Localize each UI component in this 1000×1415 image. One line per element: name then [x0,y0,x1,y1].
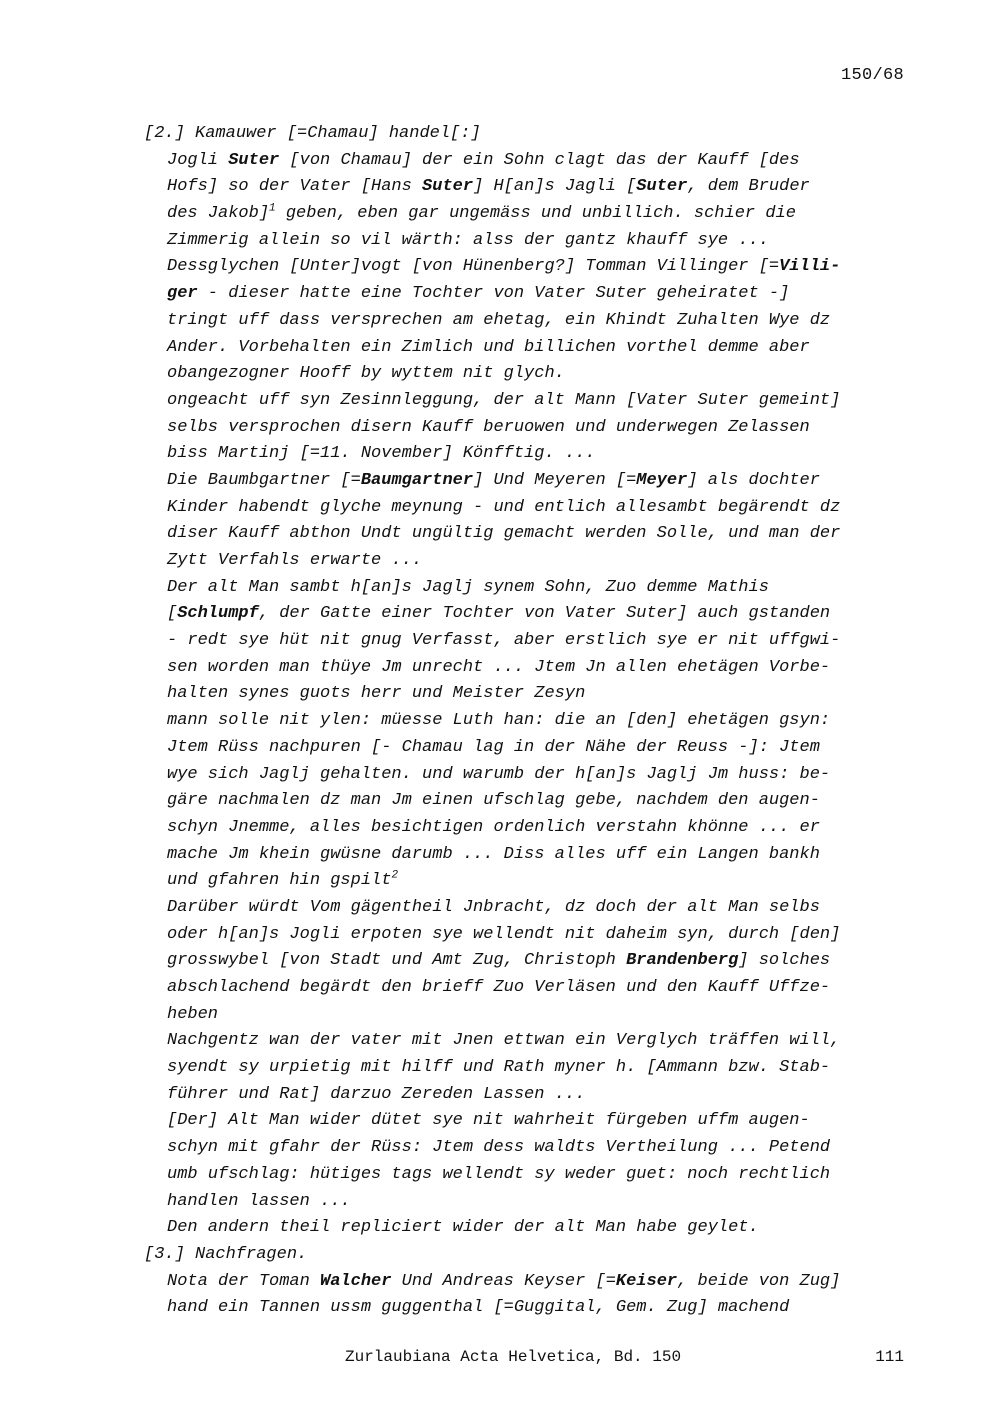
text-line [144,1162,914,1189]
text-line [144,174,914,201]
text-line [144,842,914,869]
text-line [144,628,914,655]
text-segment: Jogli [167,150,229,170]
text-segment: , dem Bruder [687,177,810,197]
text-line [144,762,914,789]
text-line [144,708,914,735]
text-segment: wye sich Jaglj gehalten. und warumb der h[an]s Jaglj Jm huss: be- [167,764,831,784]
text-segment: abschlachend begärdt den brieff Zuo Verläsen und den Kauff Uffze- [167,978,831,997]
text-segment: Die Baumbgartner [= [167,470,361,490]
text-line [144,1135,914,1162]
text-line [144,361,914,388]
text-line [144,575,914,602]
text-line [144,948,914,975]
bold-name: Brandenberg [626,951,739,971]
text-line [144,1082,914,1109]
text-segment: mache Jm khein gwüsne darumb ... Diss alles uff ein Langen bankh [167,844,820,864]
text-segment: führer und Rat] darzuo Zereden Lassen ... [167,1084,586,1104]
text-line [144,388,914,415]
text-line [144,201,914,228]
text-line [144,735,914,762]
text-segment: obangezogner Hooff by wyttem nit glych. [167,364,565,384]
text-segment: grosswybel [von Stadt und Amt Zug, Christoph [167,951,627,971]
text-segment: heben [167,1004,219,1024]
text-segment: [3.] Nachfragen. [144,1244,308,1264]
text-segment: schyn mit gfahr der Rüss: Jtem dess waldts Vertheilung ... Petend [167,1138,831,1158]
text-segment: selbs versprochen disern Kauff beruowen und underwegen Zelassen [167,417,810,437]
text-segment: Nota der Toman [167,1271,321,1291]
text-line [144,895,914,922]
text-line [144,335,914,362]
text-line [144,1002,914,1029]
text-line [144,1189,914,1216]
text-segment: handlen lassen ... [167,1191,351,1211]
text-segment: Zimmerig allein so vil wärth: alss der gantz khauff sye ... [167,230,769,250]
text-segment: Darüber würdt Vom gägentheil Jnbracht, dz doch der alt Man selbs [167,897,820,917]
text-segment: ] H[an]s Jagli [ [473,177,637,197]
text-line [144,254,914,281]
document-body [144,121,914,1322]
footnote-marker: 1 [269,202,276,215]
text-segment: [ [167,604,178,624]
text-segment: ] Und Meyeren [= [473,470,637,490]
text-segment: , beide von Zug] [677,1271,841,1291]
text-line [144,1215,914,1242]
text-segment: Und Andreas Keyser [= [391,1271,616,1291]
text-line [144,1108,914,1135]
text-segment: Ander. Vorbehalten ein Zimlich und billichen vorthel demme aber [167,337,810,357]
text-line [144,1295,914,1322]
page-reference: 150/68 [840,66,904,85]
text-segment: umb ufschlag: hütiges tags wellendt sy weder guet: noch rechtlich [167,1164,831,1184]
text-segment: [von Chamau] der ein Sohn clagt das der Kauff [des [279,150,800,170]
text-segment: Kinder habendt glyche meynung - und entlich allesambt begärendt dz [167,497,841,517]
text-segment: tringt uff dass versprechen am ehetag, ein Khindt Zuhalten Wye dz [167,310,831,330]
text-line [144,495,914,522]
footnote-marker: 2 [391,869,399,882]
text-line [144,601,914,628]
text-segment: Dessglychen [Unter]vogt [von Hünenberg?] Tomman Villinger [= [167,257,780,277]
text-line [144,655,914,682]
text-segment: syendt sy urpietig mit hilff und Rath myner h. [Ammann bzw. Stab- [167,1058,831,1078]
text-line [144,415,914,442]
text-segment: Der alt Man sambt h[an]s Jaglj synem Sohn, Zuo demme Mathis [167,577,769,597]
bold-name: Meyer [636,470,688,490]
text-line [144,922,914,949]
text-line [144,975,914,1002]
bold-name: Baumgartner [360,470,474,490]
text-line [144,681,914,708]
text-segment: ongeacht uff syn Zesinnleggung, der alt Mann [Vater Suter gemeint] [167,390,841,410]
text-segment: schyn Jnemme, alles besichtigen ordenlich verstahn khönne ... er [167,817,820,837]
text-segment: Den andern theil repliciert wider der alt Man habe geylet. [167,1218,759,1238]
bold-name: ger [167,284,198,304]
text-line [144,788,914,815]
text-segment: [2.] Kamauwer [=Chamau] handel[:] [144,124,481,143]
text-line [144,228,914,255]
bold-name: Walcher [320,1271,392,1291]
bold-name: Suter [228,150,280,170]
text-segment: sen worden man thüye Jm unrecht ... Jtem Jn allen ehetägen Vorbe- [167,657,831,677]
text-line [144,521,914,548]
text-segment: mann solle nit ylen: müesse Luth han: die an [den] ehetägen gsyn: [167,711,831,731]
text-line [144,441,914,468]
footer-page-number: 111 [875,1348,904,1366]
text-line [144,468,914,495]
text-segment: ] solches [738,951,831,971]
text-segment: halten synes guots herr und Meister Zesyn [167,684,586,704]
text-line [144,281,914,308]
text-segment: - redt sye hüt nit gnug Verfasst, aber erstlich sye er nit uffgwi- [167,631,841,651]
text-segment: oder h[an]s Jogli erpoten sye wellendt nit daheim syn, durch [den] [167,924,841,944]
footer-title: Zurlaubiana Acta Helvetica, Bd. 150 [345,1348,682,1366]
text-segment: - dieser hatte eine Tochter von Vater Suter geheiratet -] [197,284,790,304]
text-segment: ] als dochter [687,470,820,490]
bold-name: Suter [636,177,688,197]
bold-name: Suter [422,177,474,197]
text-segment: und gfahren hin gspilt [167,871,392,891]
text-line [144,868,914,895]
text-segment: Hofs] so der Vater [Hans [167,177,423,197]
text-segment: biss Martinj [=11. November] Könfftig. ... [167,444,596,464]
text-segment: diser Kauff abthon Undt ungültig gemacht werden Solle, und man der [167,524,841,544]
text-segment: hand ein Tannen ussm guggenthal [=Guggital, Gem. Zug] machend [167,1298,790,1318]
text-segment: [Der] Alt Man wider dütet sye nit wahrheit fürgeben uffm augen- [167,1111,810,1131]
text-line [144,308,914,335]
text-line [144,1055,914,1082]
text-line [144,1028,914,1055]
text-line [144,148,914,175]
bold-name: Schlumpf [177,604,259,624]
text-segment: Zytt Verfahls erwarte ... [167,551,423,570]
text-line [144,548,914,575]
text-segment: Nachgentz wan der vater mit Jnen ettwan ein Verglych träffen will, [167,1031,841,1051]
text-line [144,1242,914,1269]
bold-name: Villi- [779,257,841,277]
text-segment: Jtem Rüss nachpuren [- Chamau lag in der Nähe der Reuss -]: Jtem [167,737,820,757]
text-segment: geben, eben gar ungemäss und unbillich. schier die [275,204,796,224]
bold-name: Keiser [615,1271,678,1291]
text-segment: gäre nachmalen dz man Jm einen ufschlag gebe, nachdem den augen- [167,791,820,811]
text-line [144,815,914,842]
text-line [144,1269,914,1296]
text-line [144,121,914,148]
text-segment: , der Gatte einer Tochter von Vater Suter] auch gstanden [258,604,831,624]
text-segment: des Jakob] [167,204,270,224]
